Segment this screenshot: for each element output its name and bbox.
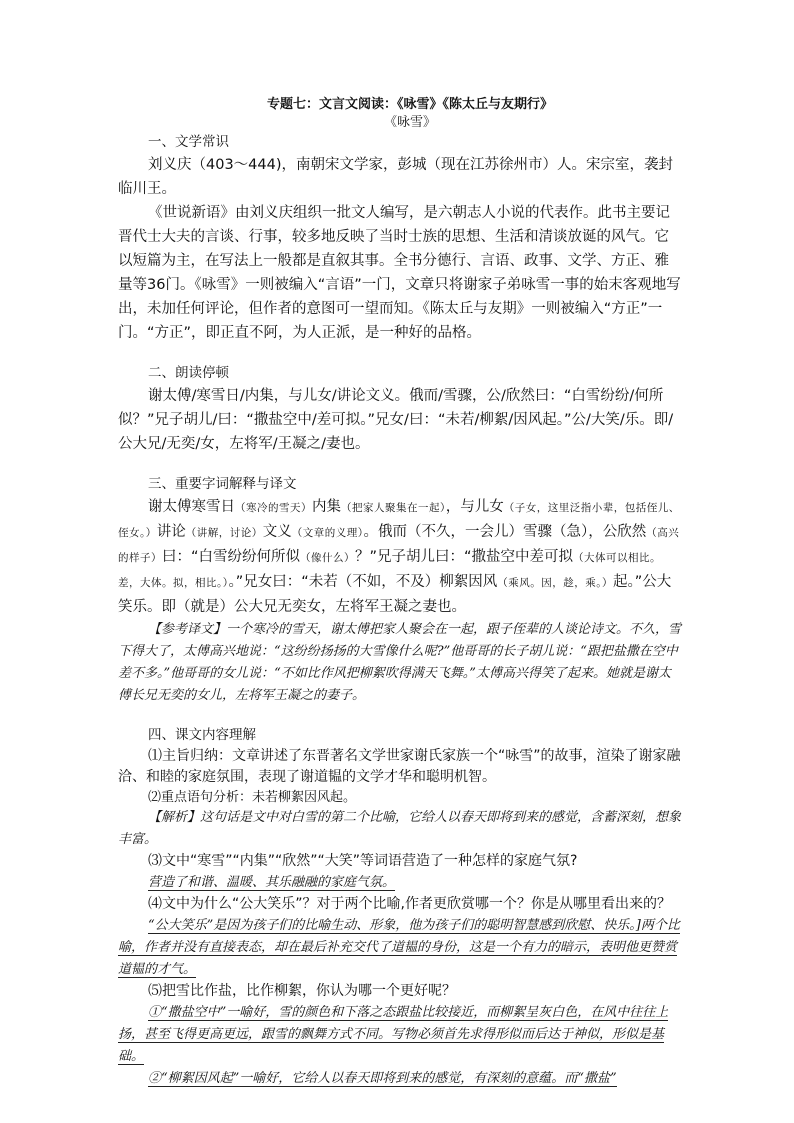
text-seg: 起。”公大笑乐。即（就是）公大兄无奕女，左将军王凝之妻也。 [118, 574, 672, 615]
answer-2 [118, 807, 682, 851]
reference-label: 【参考译文】 [148, 622, 227, 637]
reference-translation [118, 619, 682, 707]
section-3-heading: 三、重要字词解释与译文 [148, 476, 297, 492]
book-paragraph: 《世说新语》由刘义庆组织一批文人编写，是六朝志人小说的代表作。此书主要记晋代士大夫的言谈、行事，较多地反映了当时士族的思想、生活和清谈放诞的风气。它以短篇为主，在写法上一般都是直叙其事。全书分德行、言语、政事、文学、方正、雅量等36门。《咏雪》一则被编入“言语”一门，文章只将谢家子弟咏雪一事的始末客观地写出，未加任何评论，但作者的意图可一望而知。《陈太丘与友期》一则被编入“方正”一门。“方正”，即正直不阿，为人正派，是一种好的品格。 [118, 205, 681, 341]
answer-5b-text: ②“柳絮因风起”一喻好，它给人以春天即将到来的感觉，有深刻的意蕴。而“撒盐” [148, 1071, 617, 1086]
word-note: （文章的义理） [291, 527, 364, 539]
document-page [118, 96, 682, 1090]
word-note: （子女，这里泛指小辈，包括侄儿、侄女。） [118, 502, 680, 539]
text-seg: ，与儿女 [445, 499, 504, 515]
answer-5a-text: ①“撒盐空中”一喻好，雪的颜色和下落之态跟盐比较接近，而柳絮呈灰白色，在风中往往上扬，甚至飞得更高更远，跟雪的飘舞方式不同。写物必须首先求得形似而后达于神似，形似是基础。 [118, 1005, 669, 1064]
answer-5b [118, 1068, 682, 1090]
analysis-label: 【解析】 [148, 810, 201, 825]
question-2: ⑵重点语句分析：未若柳絮因风起。 [148, 790, 357, 805]
annotated-text-paragraph [118, 495, 682, 619]
document-subtitle: 《咏雪》 [383, 115, 436, 130]
answer-3-text: 营造了和谐、温暖、其乐融融的家庭气氛。 [148, 875, 396, 890]
question-5: ⑸把雪比作盐，比作柳絮，你认为哪一个更好呢？ [148, 983, 456, 999]
answer-5a [118, 1002, 682, 1068]
word-note: （大体可以相比。差，大体。拟，相比。） [118, 552, 662, 589]
answer-4 [118, 915, 682, 981]
text-seg: 文义 [262, 524, 292, 540]
text-seg: ？”兄子胡儿曰：“撒盐空中差可拟 [355, 549, 574, 565]
word-note: （乘风。因，趁，乘。） [497, 577, 614, 589]
answer-4-text: “公大笑乐”是因为孩子们的比喻生动、形象，他为孩子们的聪明智慧感到欣慰、快乐。]两个比喻，作者并没有直接表态，却在最后补充交代了道韫的身份，这是一个有力的暗示，表明他更赞赏道韫的才气。 [118, 918, 680, 977]
author-paragraph: 刘义庆（403～444)，南朝宋文学家，彭城（现在江苏徐州市）人。宋宗室，袭封临川王。 [118, 157, 674, 197]
section-2-heading: 二、朗读停顿 [148, 365, 229, 381]
question-3: ⑶文中“寒雪”“内集”“欣然”“大笑”等词语营造了一种怎样的家庭气氛? [148, 853, 578, 869]
word-note: （把家人聚集在一起） [341, 502, 446, 514]
word-note: （寒冷的雪天） [235, 502, 312, 514]
text-seg: 谢太傅寒雪日 [148, 499, 235, 515]
question-4: ⑷文中为什么“公大笑乐”？对于两个比喻,作者更欣赏哪一个？你是从哪里看出来的？ [148, 896, 671, 912]
word-note: （讲解，讨论） [185, 527, 263, 539]
reference-text: 一个寒冷的雪天，谢太傅把家人聚会在一起，跟子侄辈的人谈论诗文。不久，雪下得大了，太傅高兴地说：“这纷纷扬扬的大雪像什么呢?”他哥哥的长子胡儿说：“跟把盐撒在空中差不多。”他哥哥的女儿说：“不如比作风把柳絮吹得满天飞舞。”太傅高兴得笑了起来。她就是谢太傅长兄无奕的女儿，左将军王凝之的妻子。 [118, 622, 682, 703]
section-1-heading: 一、文学常识 [148, 134, 229, 150]
analysis-text: 这句话是文中对白雪的第二个比喻，它给人以春天即将到来的感觉，含蓄深刻，想象丰富。 [118, 810, 682, 847]
word-note: （高兴的样子） [118, 527, 680, 564]
text-seg: 。”兄女曰：“未若（不如，不及）柳絮因风 [228, 574, 498, 590]
document-title: 专题七：文言文阅读：《咏雪》《陈太丘与友期行》 [266, 97, 553, 112]
section-4-heading: 四、课文内容理解 [148, 727, 256, 743]
answer-3 [118, 872, 682, 894]
text-seg: 内集 [312, 499, 341, 515]
word-note: （像什么） [300, 552, 356, 564]
reading-pause-paragraph: 谢太傅/寒雪日/内集，与儿女/讲论文义。俄而/雪骤，公/欣然曰：“白雪纷纷/何所似？”兄子胡儿/曰：“撒盐空中/差可拟。”兄女/曰：“未若/柳絮/因风起。”公/大笑/乐。即/公大兄/无奕/女，左将军/王凝之/妻也。 [118, 388, 674, 452]
question-1: ⑴主旨归纳：文章讲述了东晋著名文学世家谢氏家族一个“咏雪”的故事，渲染了谢家融洽、和睦的家庭氛围，表现了谢道韫的文学才华和聪明机智。 [118, 748, 681, 785]
text-seg: 曰：“白雪纷纷何所似 [162, 549, 301, 565]
text-seg: 。俄而（不久，一会儿）雪骤（急），公欣然 [363, 524, 647, 540]
text-seg: 讲论 [156, 524, 186, 540]
